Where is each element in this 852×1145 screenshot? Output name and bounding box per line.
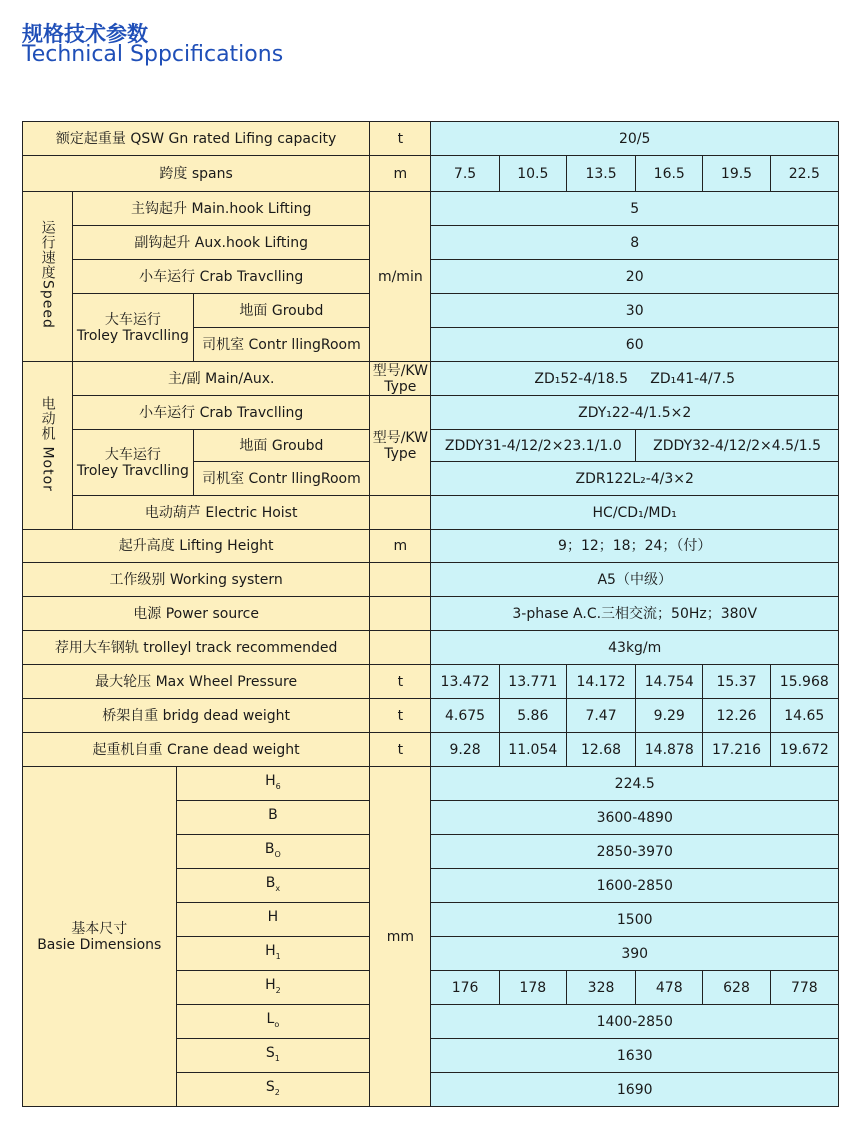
crab-speed-value: 20	[431, 260, 839, 294]
wheel-pressure-value: 15.37	[703, 665, 770, 699]
bridge-weight-value: 5.86	[499, 699, 566, 733]
rail-unit	[370, 631, 431, 665]
ground-label: 地面 Groubd	[193, 294, 370, 328]
row-motor-ground	[23, 430, 839, 462]
power-unit	[370, 597, 431, 631]
motor-unit-cn: 型号/KW	[372, 429, 428, 446]
aux-hook-label: 副钩起升 Aux.hook Lifting	[73, 226, 370, 260]
dimensions-group-label	[23, 767, 177, 1107]
power-label: 电源 Power source	[23, 597, 370, 631]
dim-h2-value: 628	[703, 971, 770, 1005]
dim-value: 2850-3970	[431, 835, 839, 869]
bridge-weight-value: 14.65	[770, 699, 838, 733]
dim-value: 224.5	[431, 767, 839, 801]
spans-label: 跨度 spans	[23, 156, 370, 192]
motor-group-label: 电动机 Motor	[23, 362, 73, 530]
speed-unit: m/min	[370, 192, 431, 362]
dim-symbol: $S_1$	[176, 1039, 370, 1073]
motor-unit-en: Type	[384, 445, 417, 462]
spans-value: 16.5	[636, 156, 703, 192]
wheel-pressure-value: 14.754	[636, 665, 703, 699]
dim-value: 1690	[431, 1073, 839, 1107]
trolley-speed-label	[73, 294, 193, 362]
bridge-weight-unit: t	[370, 699, 431, 733]
row-speed-aux-hook	[23, 226, 839, 260]
dim-value: 1500	[431, 903, 839, 937]
main-hook-label: 主钩起升 Main.hook Lifting	[73, 192, 370, 226]
dim-symbol: B	[176, 801, 370, 835]
wheel-pressure-value: 13.771	[499, 665, 566, 699]
row-rail	[23, 631, 839, 665]
rail-label: 荐用大车钢轨 trolleyl track recommended	[23, 631, 370, 665]
wheel-pressure-value: 15.968	[770, 665, 838, 699]
dim-value: 3600-4890	[431, 801, 839, 835]
capacity-value: 20/5	[431, 122, 839, 156]
crane-weight-value: 14.878	[636, 733, 703, 767]
motor-trolley-label	[73, 430, 193, 496]
row-bridge-weight	[23, 699, 839, 733]
row-wheel-pressure	[23, 665, 839, 699]
motor-trolley-label-en: Troley Travclling	[76, 462, 189, 479]
capacity-unit: t	[370, 122, 431, 156]
dim-symbol: $B_x$	[176, 869, 370, 903]
dim-h2-value: 478	[636, 971, 703, 1005]
row-speed-crab	[23, 260, 839, 294]
dimensions-label-cn: 基本尺寸	[71, 920, 128, 937]
cab-speed-value: 60	[431, 328, 839, 362]
dim-symbol: $B_O$	[176, 835, 370, 869]
page-title-en: Technical Sppcifications	[22, 42, 284, 67]
trolley-label-cn: 大车运行	[104, 311, 161, 328]
row-crane-weight	[23, 733, 839, 767]
motor-crab-label: 小车运行 Crab Travclling	[73, 396, 370, 430]
motor-trolley-label-cn: 大车运行	[104, 446, 161, 463]
lift-height-label: 起升高度 Lifting Height	[23, 530, 370, 563]
lift-height-value: 9；12；18；24；（付）	[431, 530, 839, 563]
dim-symbol: $H_6$	[176, 767, 370, 801]
wheel-pressure-value: 13.472	[431, 665, 499, 699]
row-motor-main-aux	[23, 362, 839, 396]
spans-value: 13.5	[566, 156, 635, 192]
dim-symbol: H	[176, 903, 370, 937]
dim-h2-value: 178	[499, 971, 566, 1005]
page-title-cn: 规格技术参数	[22, 22, 148, 46]
crane-weight-value: 19.672	[770, 733, 838, 767]
cab-label: 司机室 Contr llingRoom	[193, 328, 370, 362]
ground-speed-value: 30	[431, 294, 839, 328]
dim-symbol: $S_2$	[176, 1073, 370, 1107]
bridge-weight-value: 7.47	[566, 699, 635, 733]
motor-main-aux-label: 主/副 Main/Aux.	[73, 362, 370, 396]
row-power	[23, 597, 839, 631]
row-spans	[23, 156, 839, 192]
bridge-weight-value: 9.29	[636, 699, 703, 733]
spans-value: 10.5	[499, 156, 566, 192]
motor-unit-1	[370, 362, 431, 396]
motor-ground-value-b: ZDDY32-4/12/2×4.5/1.5	[636, 430, 839, 462]
row-speed-main-hook	[23, 192, 839, 226]
dim-value: 390	[431, 937, 839, 971]
crane-weight-unit: t	[370, 733, 431, 767]
speed-group-label: 运行速度Speed	[23, 192, 73, 362]
crab-speed-label: 小车运行 Crab Travclling	[73, 260, 370, 294]
hoist-unit	[370, 496, 431, 530]
motor-cab-value: ZDR122L₂-4/3×2	[431, 462, 839, 496]
spec-table	[22, 121, 839, 1107]
wheel-pressure-unit: t	[370, 665, 431, 699]
row-electric-hoist	[23, 496, 839, 530]
hoist-label: 电动葫芦 Electric Hoist	[73, 496, 370, 530]
aux-hook-value: 8	[431, 226, 839, 260]
main-hook-value: 5	[431, 192, 839, 226]
row-speed-ground	[23, 294, 839, 328]
dim-value: 1630	[431, 1039, 839, 1073]
dim-h2-value: 176	[431, 971, 499, 1005]
row-capacity	[23, 122, 839, 156]
motor-ground-label: 地面 Groubd	[193, 430, 370, 462]
motor-unit-2	[370, 396, 431, 496]
row-motor-crab	[23, 396, 839, 430]
row-lift-height	[23, 530, 839, 563]
motor-ground-value-a: ZDDY31-4/12/2×23.1/1.0	[431, 430, 636, 462]
dim-symbol: $L_o$	[176, 1005, 370, 1039]
motor-crab-value: ZDY₁22-4/1.5×2	[431, 396, 839, 430]
rail-value: 43kg/m	[431, 631, 839, 665]
motor-unit-cn: 型号/KW	[372, 362, 428, 379]
crane-weight-value: 12.68	[566, 733, 635, 767]
bridge-weight-label: 桥架自重 bridg dead weight	[23, 699, 370, 733]
motor-main-aux-value	[431, 362, 839, 396]
spans-value: 19.5	[703, 156, 770, 192]
crane-weight-value: 9.28	[431, 733, 499, 767]
hoist-value: HC/CD₁/MD₁	[431, 496, 839, 530]
dim-h2-value: 778	[770, 971, 838, 1005]
crane-weight-value: 11.054	[499, 733, 566, 767]
bridge-weight-value: 12.26	[703, 699, 770, 733]
wheel-pressure-label: 最大轮压 Max Wheel Pressure	[23, 665, 370, 699]
working-class-value: A5（中级）	[431, 563, 839, 597]
row-working-class	[23, 563, 839, 597]
motor-unit-en: Type	[384, 378, 417, 395]
spans-value: 22.5	[770, 156, 838, 192]
spans-unit: m	[370, 156, 431, 192]
wheel-pressure-value: 14.172	[566, 665, 635, 699]
dim-symbol: $H_2$	[176, 971, 370, 1005]
dim-symbol: $H_1$	[176, 937, 370, 971]
capacity-label: 额定起重量 QSW Gn rated Lifing capacity	[23, 122, 370, 156]
motor-cab-label: 司机室 Contr llingRoom	[193, 462, 370, 496]
trolley-label-en: Troley Travclling	[76, 327, 189, 344]
crane-weight-label: 起重机自重 Crane dead weight	[23, 733, 370, 767]
row-dim-h6	[23, 767, 839, 801]
dimensions-unit: mm	[370, 767, 431, 1107]
dimensions-label-en: Basie Dimensions	[37, 936, 162, 953]
motor-main-value: ZD₁52-4/18.5	[534, 370, 629, 387]
crane-weight-value: 17.216	[703, 733, 770, 767]
power-value: 3-phase A.C.三相交流；50Hz；380V	[431, 597, 839, 631]
dim-value: 1600-2850	[431, 869, 839, 903]
dim-h2-value: 328	[566, 971, 635, 1005]
working-class-label: 工作级别 Working systern	[23, 563, 370, 597]
dim-value: 1400-2850	[431, 1005, 839, 1039]
lift-height-unit: m	[370, 530, 431, 563]
motor-aux-value: ZD₁41-4/7.5	[650, 370, 736, 387]
working-class-unit	[370, 563, 431, 597]
bridge-weight-value: 4.675	[431, 699, 499, 733]
spans-value: 7.5	[431, 156, 499, 192]
